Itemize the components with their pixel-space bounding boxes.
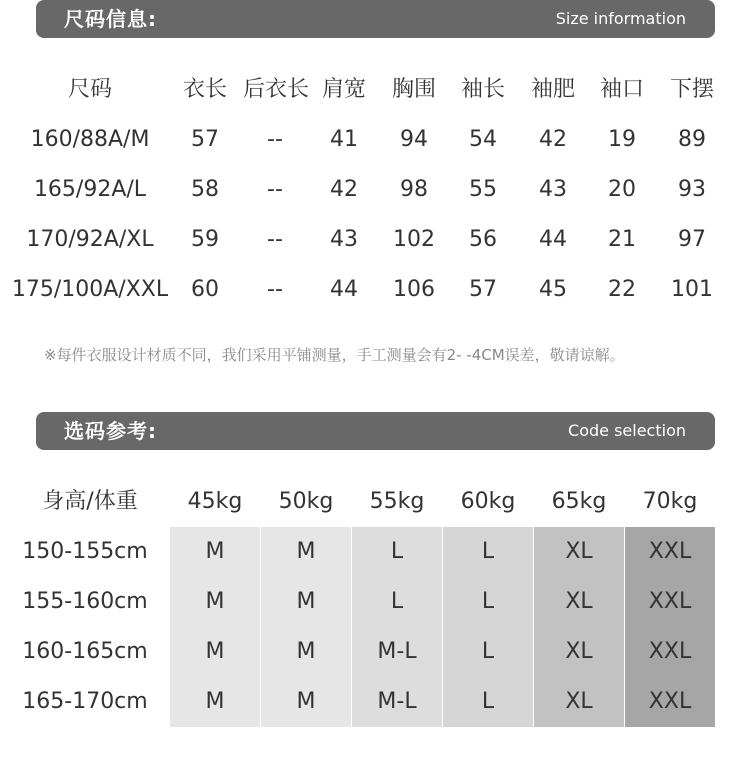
height-label: 155-160cm (22, 589, 148, 614)
size-cell: L (390, 589, 404, 614)
cell: 58 (191, 177, 219, 202)
cell: 97 (678, 227, 706, 252)
cell: 59 (191, 227, 219, 252)
header-size: 尺码 (67, 77, 112, 102)
size-recommendation-grid (170, 527, 715, 727)
size-cell: M (205, 689, 225, 714)
header-cuff: 袖口 (599, 77, 644, 102)
weight-header: 65kg (551, 489, 607, 514)
height-label: 165-170cm (22, 689, 148, 714)
cell-size: 170/92A/XL (26, 227, 154, 252)
grid-column (261, 527, 351, 727)
weight-header: 50kg (278, 489, 334, 514)
cell: -- (267, 227, 283, 252)
header-chest: 胸围 (391, 77, 436, 102)
size-cell: M (296, 539, 316, 564)
code-selection-title: 选码参考: (64, 419, 157, 443)
height-label: 160-165cm (22, 639, 148, 664)
size-cell: M (296, 589, 316, 614)
size-cell: XXL (648, 539, 692, 564)
size-cell: L (481, 689, 495, 714)
cell: -- (267, 127, 283, 152)
cell: 55 (469, 177, 497, 202)
corner-label: 身高/体重 (42, 489, 138, 514)
code-selection-header (36, 412, 715, 450)
cell: 42 (330, 177, 358, 202)
grid-column (534, 527, 624, 727)
header-hem: 下摆 (669, 77, 714, 102)
weight-header: 60kg (460, 489, 516, 514)
grid-column (443, 527, 533, 727)
cell-size: 160/88A/M (30, 127, 150, 152)
cell-size: 175/100A/XXL (11, 277, 169, 302)
cell: 54 (469, 127, 497, 152)
size-cell: XXL (648, 689, 692, 714)
cell: 41 (330, 127, 358, 152)
grid-column (625, 527, 715, 727)
cell: 98 (400, 177, 428, 202)
size-cell: L (481, 639, 495, 664)
cell: -- (267, 177, 283, 202)
size-cell: L (481, 539, 495, 564)
cell: 43 (330, 227, 358, 252)
size-cell: L (390, 539, 404, 564)
table-row (0, 215, 750, 265)
size-info-subtitle: Size information (555, 9, 686, 28)
weight-header: 45kg (187, 489, 243, 514)
size-cell: XXL (648, 639, 692, 664)
size-cell: M-L (377, 639, 417, 664)
size-cell: XL (565, 639, 593, 664)
size-cell: M (205, 639, 225, 664)
size-cell: M (205, 589, 225, 614)
size-cell: XL (565, 589, 593, 614)
grid-column (170, 527, 260, 727)
size-info-title: 尺码信息: (64, 7, 157, 31)
size-cell: L (481, 589, 495, 614)
size-table (0, 65, 750, 315)
cell: 93 (678, 177, 706, 202)
selection-header-row (0, 477, 750, 527)
height-label: 150-155cm (22, 539, 148, 564)
cell: 22 (608, 277, 636, 302)
table-row (0, 115, 750, 165)
table-row (0, 265, 750, 315)
cell: 45 (539, 277, 567, 302)
cell: 94 (400, 127, 428, 152)
cell: 101 (671, 277, 713, 302)
weight-header: 70kg (642, 489, 698, 514)
cell: 20 (608, 177, 636, 202)
header-shoulder: 肩宽 (321, 77, 366, 102)
measurement-note: ※每件衣服设计材质不同，我们采用平铺测量，手工测量会有2- -4CM误差，敬请谅解。 (44, 346, 625, 364)
code-selection-table (0, 477, 750, 714)
cell: 106 (393, 277, 435, 302)
size-cell: XXL (648, 589, 692, 614)
size-info-header (36, 0, 715, 38)
size-cell: M (205, 539, 225, 564)
cell: -- (267, 277, 283, 302)
cell: 56 (469, 227, 497, 252)
cell: 19 (608, 127, 636, 152)
size-cell: XL (565, 689, 593, 714)
cell: 89 (678, 127, 706, 152)
cell: 21 (608, 227, 636, 252)
code-selection-subtitle: Code selection (568, 421, 686, 440)
table-row (0, 165, 750, 215)
cell: 44 (539, 227, 567, 252)
size-cell: M-L (377, 689, 417, 714)
header-sleeve-width: 袖肥 (530, 77, 575, 102)
size-cell: M (296, 639, 316, 664)
cell: 102 (393, 227, 435, 252)
cell: 43 (539, 177, 567, 202)
cell: 44 (330, 277, 358, 302)
cell: 42 (539, 127, 567, 152)
header-length: 衣长 (182, 77, 227, 102)
cell: 57 (469, 277, 497, 302)
grid-column (352, 527, 442, 727)
size-table-header (0, 65, 750, 115)
weight-header: 55kg (369, 489, 425, 514)
header-back-length: 后衣长 (242, 77, 309, 102)
size-cell: M (296, 689, 316, 714)
cell: 57 (191, 127, 219, 152)
header-sleeve-length: 袖长 (460, 77, 505, 102)
cell: 60 (191, 277, 219, 302)
cell-size: 165/92A/L (33, 177, 147, 202)
size-cell: XL (565, 539, 593, 564)
